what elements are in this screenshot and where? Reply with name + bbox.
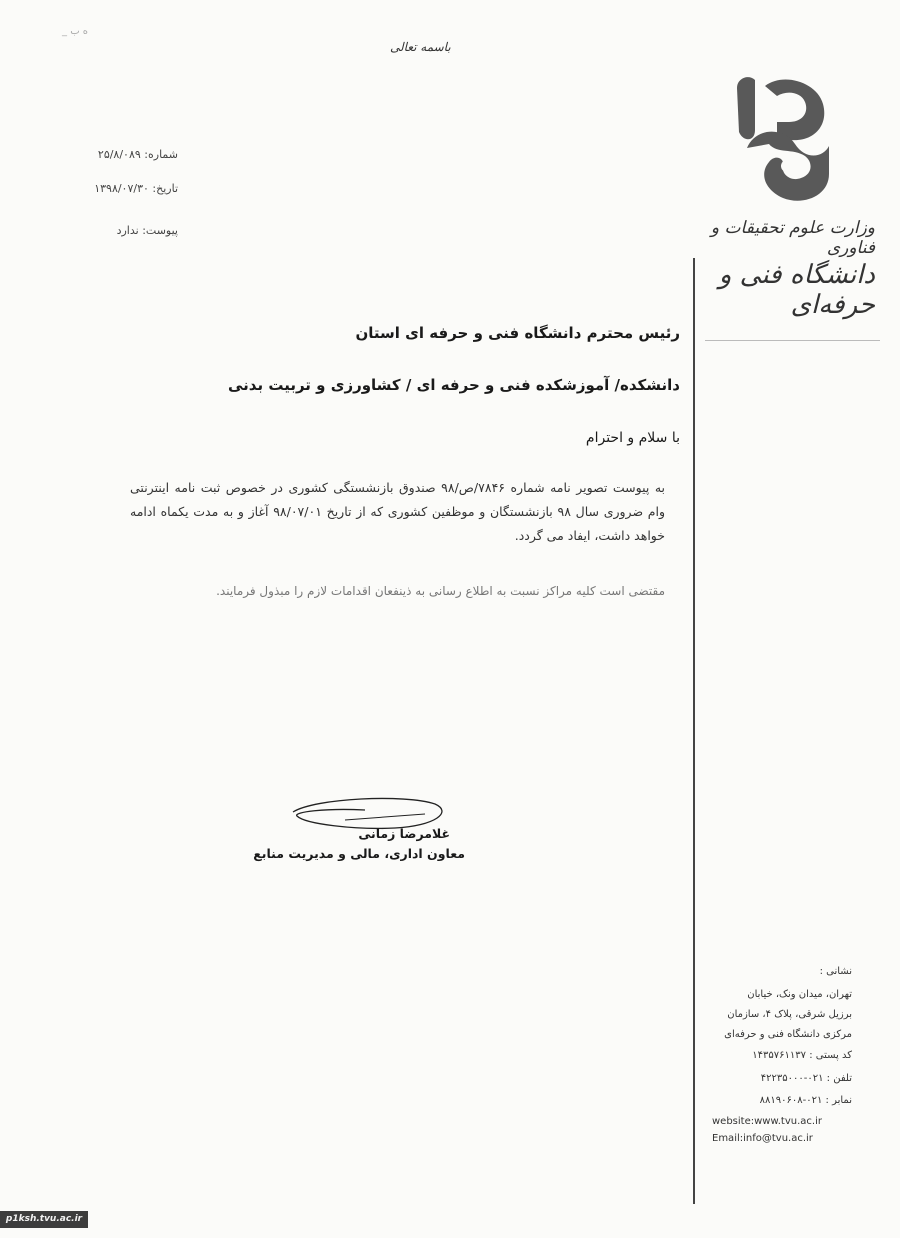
greeting: با سلام و احترام (585, 430, 680, 446)
sidebar-divider (705, 340, 880, 341)
date-label: تاریخ: (152, 182, 178, 195)
postal-code: کد پستی : ۱۴۳۵۷۶۱۱۳۷ (752, 1050, 852, 1061)
letter-attachment (58, 224, 178, 237)
org-ministry: وزارت علوم تحقیقات و فناوری (710, 218, 875, 258)
address-label: نشانی : (819, 966, 852, 977)
body-paragraph-2: مقتضی است کلیه مراکز نسبت به اطلاع رسانی به ذینفعان اقدامات لازم را مبذول فرمایند. (216, 584, 665, 598)
basmala: باسمه تعالی (390, 40, 451, 54)
phone-number: تلفن : ۰۲۱-۴۲۲۳۵۰۰۰ (760, 1073, 852, 1084)
letter-date (58, 182, 178, 195)
date-value: ۱۳۹۸/۰۷/۳۰ (94, 182, 149, 195)
fax-number: نمابر : ۰۲۱-۸۸۱۹۰۶۰۸ (759, 1095, 852, 1106)
attachment-label: پیوست: (142, 224, 178, 237)
signer-name: غلامرضا زمانی (358, 826, 450, 841)
recipient-line-1: رئیس محترم دانشگاه فنی و حرفه ای استان (355, 324, 680, 342)
margin-divider (693, 258, 695, 1204)
watermark-badge: p1ksh.tvu.ac.ir (0, 1211, 88, 1228)
org-university: دانشگاه فنی و حرفه‌ای (718, 260, 875, 320)
address-line-2: برزیل شرقی، پلاک ۴، سازمان (727, 1009, 852, 1020)
website: website:www.tvu.ac.ir (712, 1116, 822, 1127)
number-value: ۲۵/۸/۰۸۹ (97, 148, 141, 161)
email: Email:info@tvu.ac.ir (712, 1133, 813, 1144)
address-line-1: تهران، میدان ونک، خیابان (747, 989, 852, 1000)
address-line-3: مرکزی دانشگاه فنی و حرفه‌ای (724, 1029, 852, 1040)
number-label: شماره: (144, 148, 178, 161)
recipient-line-2: دانشکده/ آموزشکده فنی و حرفه ای / کشاورزی و تربیت بدنی (228, 376, 680, 394)
top-marks: _ ه ب (62, 26, 89, 37)
attachment-value: ندارد (116, 224, 139, 237)
university-logo-icon (725, 70, 845, 210)
signer-title: معاون اداری، مالی و مدیریت منابع (253, 846, 465, 861)
body-paragraph-1: به پیوست تصویر نامه شماره ۷۸۴۶/ص/۹۸ صندوق بازنشستگی کشوری در خصوص ثبت نامه اینترنتی وام ضروری سال ۹۸ بازنشستگان و موظفین کشوری که از تاریخ ۹۸/۰۷/۰۱ آغاز و به مدت یکماه ادامه خواهد داشت، ایفاد می گردد. (130, 480, 666, 543)
letter-number (58, 148, 178, 161)
